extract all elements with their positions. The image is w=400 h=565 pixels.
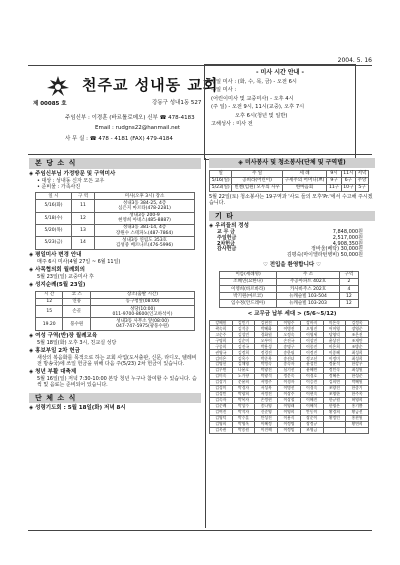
payer-name: 김상기 — [210, 380, 233, 386]
mass-line: 주일 미사 : — [211, 87, 237, 93]
table-row — [220, 293, 359, 300]
host-line: 김성중 베르나르(476-5996) — [116, 243, 174, 248]
payer-name: 황연희 — [346, 421, 369, 427]
payer-name: 조은진 — [346, 332, 369, 338]
payer-name: 박용성 — [255, 344, 278, 350]
payer-name: 박수훈 — [232, 415, 255, 421]
payer-name: 조방순 — [346, 344, 369, 350]
prayer-meeting: ◈ 성령기도회 : 5월 18일(화) 저녁 8시 — [29, 405, 126, 412]
payer-name: 송나영 — [255, 403, 278, 409]
visit-supplies: • 준비물 : 가족사진 — [37, 183, 81, 190]
bottom-divider — [28, 530, 372, 531]
parish-news-header: 본 당 소 식 — [29, 158, 201, 169]
payer-name: 장정규 — [300, 421, 323, 427]
payer-name: 이병선 — [278, 385, 301, 391]
table-row — [220, 278, 359, 285]
table-row — [220, 286, 359, 293]
cell-course: 연풍 — [63, 298, 91, 305]
parish-title: 천주교 성내동 교회 — [82, 76, 219, 94]
table-row — [210, 427, 369, 433]
payer-name: 김무연 — [210, 368, 233, 374]
finance-label: 주일헌금 — [217, 234, 237, 241]
right-column — [209, 158, 375, 434]
payer-name: 황금선 — [346, 409, 369, 415]
payer-name: 어머영 — [323, 326, 346, 332]
mass-line: (주 일) - 오전 9시, 11시(교중), 오후 7시 — [211, 104, 305, 110]
payer-name: 김채영 — [232, 362, 255, 368]
place-line: 성내3동 연립도 353호 — [122, 237, 167, 243]
cell-place — [91, 318, 195, 330]
cell-name: 조혜연(요한나) — [220, 278, 277, 285]
issue-number: 제 00085 호 — [33, 101, 67, 107]
welcome-table — [219, 271, 359, 308]
payer-name: 김명선 — [210, 362, 233, 368]
host-line: 심은지 마르타(478-2281) — [118, 205, 171, 211]
cell: 한마음회 — [282, 184, 327, 191]
group-news-header: 단 체 소 식 — [29, 393, 201, 404]
payer-name: 김숙자 — [210, 397, 233, 403]
cell-date: 5/16(일) — [210, 177, 232, 184]
visit-target: • 대상 : 성내동 신자 모든 교우 — [37, 177, 105, 184]
payer-name: 오정숙 — [278, 332, 301, 338]
payer-name: 정인숙 — [323, 368, 346, 374]
payer-name: 오영진 — [300, 326, 323, 332]
second-collection-title: ◈ 홍보부일 2차 헌금 — [29, 347, 80, 354]
council-meeting-title: ◈ 사목협의회 월례회의 — [29, 266, 85, 273]
payer-name: 장순이 — [300, 415, 323, 421]
payer-name: 이병진 — [278, 326, 301, 332]
payer-name: 서병주 — [255, 380, 278, 386]
payer-name: 정경진 — [255, 350, 278, 356]
finance-amount: 정바울(베탁) 30,000원 — [311, 246, 363, 253]
payer-name: 이상진 — [300, 338, 323, 344]
cell-name: 이영희(바르바라) — [220, 286, 277, 293]
payer-name: 이영세 — [300, 332, 323, 338]
payer-name: 김옥권 — [210, 427, 233, 433]
cell-address: 뉴캐슬빌 103-203 — [277, 300, 340, 307]
payer-name: 홍기쁨 — [346, 403, 369, 409]
place-line: 성당(10:00) — [129, 306, 156, 312]
payer-name: 이정미 — [323, 356, 346, 362]
phone-line: 047-747-5975(광풍수원) — [116, 324, 169, 330]
finance-title: ◈ 우리들의 정성 — [209, 223, 249, 230]
pastor-contact: 주임신부 : 이경훈 (바르톨로메오) 신부 ☎ 478-4183 — [65, 115, 195, 121]
table-header: 저녁 — [356, 170, 369, 177]
cell: 주앙 — [356, 177, 369, 184]
payer-name: 이영래 — [278, 403, 301, 409]
payer-name: 한주옥 — [346, 391, 369, 397]
payer-name: 이현숙 — [300, 391, 323, 397]
parish-address: 강동구 성내1동 527 — [152, 100, 202, 106]
payer-name: 조재만 — [346, 338, 369, 344]
payer-name: 손정현 — [255, 397, 278, 403]
cell: 공희라(어린이) — [232, 177, 282, 184]
cell-place: 동구청앞(08:00) — [91, 298, 195, 305]
cell-address: 카사바주스 202호 — [277, 286, 340, 293]
table-row — [36, 224, 195, 236]
second-collection-text: 새상의 복음화를 목적으로 하는 교회 사업(도서출판, 신문, 라디오, 텔레비전 방송국)에 쓰일 헌금을 위해 다음 주(5/23) 2차 헌금이 있습니다. — [37, 354, 197, 368]
table-header: 11시 — [341, 170, 355, 177]
cell-district: 12 — [339, 300, 358, 307]
payer-name: 고순주 — [210, 332, 233, 338]
misc-header: 기 타 — [209, 211, 375, 222]
payer-name: 구종희 — [210, 344, 233, 350]
column-divider — [205, 158, 206, 528]
phone-line: 011-9700-8600(인고하석이) — [112, 311, 173, 317]
payer-name: 이경호 — [300, 374, 323, 380]
finance-table — [215, 230, 365, 259]
cell-district: 12 — [339, 293, 358, 300]
cell-district: 13 — [71, 224, 94, 236]
payer-name: 김순미 — [232, 338, 255, 344]
payer-name: 신준영 — [255, 409, 278, 415]
payer-name: 이승진 — [300, 380, 323, 386]
payer-name: 이혜정 — [255, 421, 278, 427]
payer-name: 박복자 — [232, 397, 255, 403]
cell: 6구 — [341, 177, 355, 184]
table-row — [36, 306, 195, 318]
payer-name: 서정진 — [255, 391, 278, 397]
payer-name: 김여진 — [210, 409, 233, 415]
payer-name: 오부이 — [255, 338, 278, 344]
table-row — [220, 300, 359, 307]
payer-name: 조양진 — [323, 385, 346, 391]
payer-name: 조영한 — [323, 391, 346, 397]
table-row — [210, 177, 369, 184]
payer-name: 최성희 — [346, 356, 369, 362]
youth-festival-title: ◈ 청년 부활 대축제 — [29, 369, 77, 376]
cell-course: 풍수원 — [63, 318, 91, 330]
women-leaders-title: ◈ 여성 구역(반)장 월례교육 — [29, 332, 98, 339]
table-header: 코 스 — [63, 291, 91, 298]
payer-name: 박광석 — [255, 374, 278, 380]
cell-name: 임수정(안드레아) — [220, 300, 277, 307]
cell-time: 19.20 — [36, 318, 63, 330]
payer-name: 한종기 — [346, 385, 369, 391]
finance-amount: 2,517,000원 — [332, 234, 363, 241]
payer-name: 김현진 — [255, 320, 278, 326]
cell-address: 주공아파트 402호 — [277, 278, 340, 285]
payer-name: 당영덕 — [323, 332, 346, 338]
payer-name: 박석자 — [232, 409, 255, 415]
table-header: 미사(오후 3시) 장소 — [95, 193, 195, 200]
payer-name: 윤혜연 — [300, 368, 323, 374]
payer-name: 황정인 — [323, 415, 346, 421]
church-logo-icon — [45, 75, 71, 99]
host-line: 현영희 아네스(485-8887) — [118, 218, 171, 224]
payer-name: 김성미 — [210, 385, 233, 391]
cell: 11구 — [327, 184, 341, 191]
bulletin-date: 2004. 5. 16 — [337, 57, 372, 64]
payer-name: 김정욱 — [346, 320, 369, 326]
payer-name: 김진국 — [232, 344, 255, 350]
payer-name: 심기선 — [278, 368, 301, 374]
payer-name: 송선녀 — [278, 356, 301, 362]
cell-place — [95, 212, 195, 224]
payer-name: 장영준 — [346, 326, 369, 332]
payer-name: 이상주 — [278, 391, 301, 397]
payer-name: 나윤호 — [232, 368, 255, 374]
pilgrimage-title: ◈ 성지순례(5월 23일) — [29, 281, 86, 288]
finance-label: 교 무 금 — [217, 229, 235, 236]
payer-name: 이정진 — [300, 350, 323, 356]
office-contact: 사 무 실 : ☎ 478 - 4181 (FAX) 479-4184 — [65, 135, 173, 142]
cell-date: 5/18(수) — [36, 212, 72, 224]
table-row — [215, 253, 365, 259]
payer-name — [346, 427, 369, 433]
payer-name: 이영주 — [278, 320, 301, 326]
payer-name: 강바지 — [300, 320, 323, 326]
payer-name: 정문숙 — [278, 374, 301, 380]
women-leaders-text: 5월 18일(화) 오후 3시, 친교실 성당 — [37, 339, 117, 346]
cell-name: 박기원(마르코) — [220, 293, 277, 300]
payer-name: 송명구 — [278, 344, 301, 350]
mass-line: 평일 미사 : (화, 수, 목, 금) - 오전 6시 — [211, 78, 297, 85]
mass-line: (어린이미사 및 교중미사) - 오후 4시 — [211, 95, 294, 102]
cell-district: 14 — [71, 237, 94, 249]
payer-name: 이정명 — [278, 421, 301, 427]
table-header: 장소(출발 시간) — [91, 291, 195, 298]
payer-name: 박혜화 — [255, 326, 278, 332]
table-header: 구 역 — [71, 193, 94, 200]
cell-place — [91, 306, 195, 318]
payer-name: 최성원 — [346, 368, 369, 374]
payer-name: 노가향 — [232, 374, 255, 380]
payer-name: 이진해 — [255, 427, 278, 433]
payer-name: 곽숙희 — [210, 326, 233, 332]
youth-festival-text: 5월 16일(일) 저녁 7:30-10:00 본당 청년 누구나 참여할 수 있습니다. 슴씩 및 음료는 준비되어 있습니다. — [37, 376, 197, 389]
place-line: 성내3동 381-14, 4층 — [122, 225, 167, 231]
payer-name: 한성준 — [346, 374, 369, 380]
payer-name: 박광진 — [255, 368, 278, 374]
email-contact: Email : rudgns22@hanmail.net — [95, 125, 181, 132]
payer-name: 정윤석 — [323, 362, 346, 368]
place-line: 성내3동 200-9 — [129, 213, 160, 219]
place-line: 성내3동 사무소 앞(08:00) — [116, 318, 169, 324]
payer-name: 김영희 — [210, 421, 233, 427]
payer-name: 이종진 — [300, 344, 323, 350]
payer-name — [323, 427, 346, 433]
payer-name: 이용식 — [278, 415, 301, 421]
payer-name: 김성민 — [210, 391, 233, 397]
header-divider — [28, 154, 372, 155]
host-line: 장원수 스테파노(487-7864) — [116, 230, 174, 236]
payer-name: 미은숙 — [323, 320, 346, 326]
payer-name: 박경자 — [232, 385, 255, 391]
finance-amount: 김평숙(마이엘라턴병비) 50,000원 — [286, 252, 363, 259]
payer-name: 정혜은 — [323, 374, 346, 380]
cell: 5구 — [356, 184, 369, 191]
payer-name: 박준복 — [255, 356, 278, 362]
cell-place — [95, 224, 195, 236]
mass-schedule-box — [204, 64, 356, 160]
payer-name: 송숙자 — [278, 362, 301, 368]
cell-time: 12 — [36, 298, 63, 305]
table-header: 세 례 — [282, 170, 327, 177]
table-row — [36, 200, 195, 212]
table-header: 이름(세례명) — [220, 271, 277, 278]
cell-place — [95, 200, 195, 212]
table-row — [36, 237, 195, 249]
cell-time: 15 — [36, 306, 63, 318]
finance-amount: 7,848,000원 — [332, 229, 363, 236]
cell: 구세주의 어머니(쁘) — [282, 177, 327, 184]
cell: 빈첸(임원) 모두의 사우 — [232, 184, 282, 191]
payer-name: 이은희 — [323, 344, 346, 350]
finance-label: 감사헌금 — [217, 246, 237, 253]
payer-name: 서성복 — [255, 385, 278, 391]
payer-name: 김순례 — [210, 403, 233, 409]
cell: 9구 — [327, 177, 341, 184]
cleaning-note: 5월 22일(토) 청소봉사는 19구역과 '사도 들의 모후'Pr.'에서 수고해 주시겠습니다. — [209, 194, 373, 207]
welcome-title: ♡ 전입을 환영합니다 ♡ — [262, 261, 322, 268]
mass-line: 고해성사 : 미사 전 — [211, 121, 253, 127]
service-header: ◈ 미사봉사 및 청소봉사(단체 및 구역별) — [209, 158, 375, 168]
payer-name: 박혜원 — [346, 380, 369, 386]
payer-name: 송한필 — [278, 350, 301, 356]
payer-name: 박상수 — [232, 403, 255, 409]
payer-name: 윤성인 — [300, 362, 323, 368]
payer-name: 김성민 — [232, 332, 255, 338]
left-column — [29, 158, 201, 412]
payer-name: 손진국 — [278, 338, 301, 344]
finance-label — [215, 253, 249, 259]
cell-date: 5/20(목) — [36, 224, 72, 236]
table-row — [36, 318, 195, 330]
payer-name: 윤상진 — [323, 338, 346, 344]
cell-date: 5/23(금) — [36, 237, 72, 249]
payer-name: 한강우 — [346, 362, 369, 368]
table-header: 일 — [210, 170, 232, 177]
payer-name: 김희연 — [323, 380, 346, 386]
payer-name: 김정희 — [232, 350, 255, 356]
payer-name: 정고선 — [300, 356, 323, 362]
payer-name: 이종혜 — [323, 350, 346, 356]
payer-name: 김미은 — [210, 356, 233, 362]
visit-schedule-table — [35, 192, 195, 250]
payer-name: 이경자 — [278, 380, 301, 386]
payer-name: 박정숙 — [255, 362, 278, 368]
table-header: 시 간 — [36, 291, 63, 298]
payer-name: 문윤희 — [232, 380, 255, 386]
payer-name: 안동미 — [300, 409, 323, 415]
table-header: 주 일 — [232, 170, 282, 177]
cell-district: 12 — [71, 212, 94, 224]
payer-name: 이정임 — [278, 427, 301, 433]
table-row — [36, 212, 195, 224]
service-table — [209, 170, 369, 193]
mass-line: 오후 6시(청년 및 일반) — [235, 112, 288, 119]
table-row — [210, 184, 369, 191]
cell-course: 손골 — [63, 306, 91, 318]
payer-name: 이상철 — [278, 397, 301, 403]
cell-district: 2 — [339, 278, 358, 285]
payer-name: 한규원 — [323, 397, 346, 403]
payers-title: < 교무금 납부 세대 > (5/6~5/12) — [247, 310, 337, 317]
cell-date: 5/16(화) — [36, 200, 72, 212]
payer-name: 허영희 — [346, 397, 369, 403]
contact-block — [65, 115, 195, 146]
payer-name: 김옥수 — [232, 356, 255, 362]
payer-name: 구명희 — [210, 338, 233, 344]
payer-name: 박광희 — [232, 391, 255, 397]
payer-name: 김영덕 — [210, 415, 233, 421]
table-row — [36, 298, 195, 305]
payer-name: 권영국 — [210, 350, 233, 356]
place-line: 성내3동 384-25, 4층 — [122, 200, 167, 206]
table-header: 구역 — [339, 271, 358, 278]
payer-name: 안성진 — [255, 415, 278, 421]
pilgrimage-table — [35, 291, 195, 331]
visit-title: ◈ 주임신부님 가정방문 및 구역미사 — [29, 170, 116, 177]
payer-name: 김석중 — [232, 326, 255, 332]
weekday-mass-text: 매주 6시 미사(4월 27일 ~ 6월 11일) — [37, 258, 121, 265]
payer-name: 강혜원 — [210, 320, 233, 326]
table-header: 주 소 — [277, 271, 340, 278]
payer-name: 조영금 — [300, 427, 323, 433]
payer-name: 이영희 — [278, 409, 301, 415]
payer-name: 이혜진 — [300, 397, 323, 403]
cell-district: 4 — [339, 286, 358, 293]
payer-name: 김미숙 — [210, 374, 233, 380]
payer-name: 홍찬원 — [346, 415, 369, 421]
cell-district: 11 — [71, 200, 94, 212]
council-meeting-text: 5월 23일(일) 교중미사 후 — [37, 273, 94, 280]
payer-name: 박영옥 — [232, 421, 255, 427]
table-header: 일 시 — [36, 193, 72, 200]
cell-address: 뉴캐슬빌 103-504 — [277, 293, 340, 300]
finance-label: 2차헌금 — [217, 240, 235, 247]
cell-date: 5/23(일) — [210, 184, 232, 191]
payer-name: 박종원 — [232, 427, 255, 433]
finance-amount: 4,908,350원 — [332, 240, 363, 247]
cell: 10구 — [341, 184, 355, 191]
payer-name: 경화원 — [255, 332, 278, 338]
weekday-mass-title: ◈ 평일미사 변경 안내 — [29, 251, 82, 258]
payer-name: 최성희 — [346, 350, 369, 356]
payer-name: 황경희 — [323, 409, 346, 415]
payer-name: 한영은 — [323, 403, 346, 409]
payer-name: 이경숙 — [300, 385, 323, 391]
payers-table — [209, 320, 369, 434]
cell-place — [95, 237, 195, 249]
table-header: 9시 — [327, 170, 341, 177]
payer-name: 이혜석 — [300, 403, 323, 409]
payer-name: 김민기 — [232, 320, 255, 326]
mass-schedule-title: - 미사 시간 안내 - — [255, 69, 305, 76]
